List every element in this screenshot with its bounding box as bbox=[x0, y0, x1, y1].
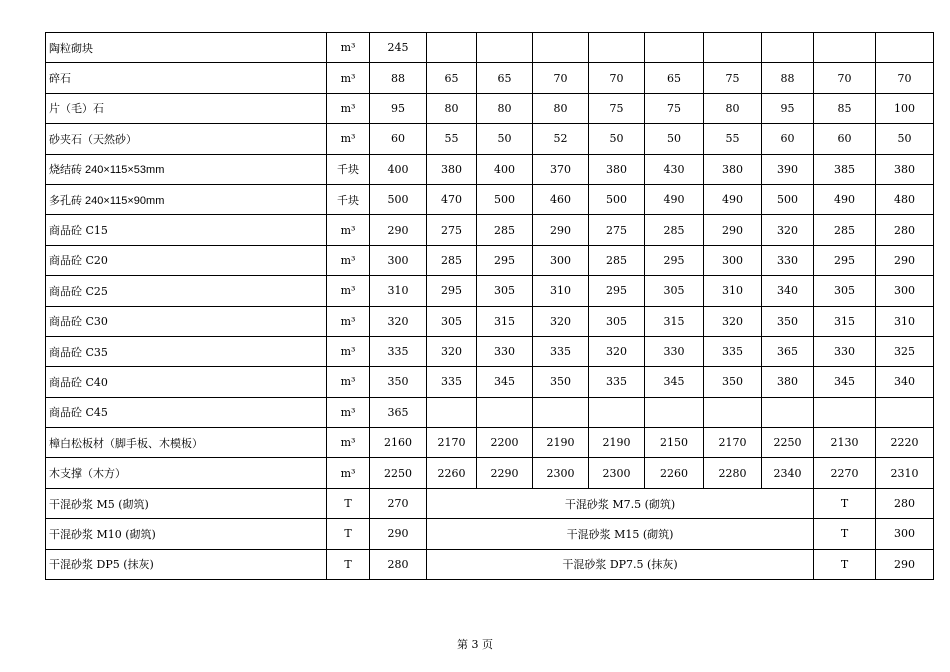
price-cell: 100 bbox=[876, 93, 934, 123]
price-cell: 2250 bbox=[762, 428, 814, 458]
unit-cell: T bbox=[327, 549, 370, 579]
price-cell: 85 bbox=[814, 93, 876, 123]
price-cell: 2290 bbox=[477, 458, 533, 488]
price-cell: 70 bbox=[589, 63, 645, 93]
price-cell: 50 bbox=[589, 124, 645, 154]
price-cell bbox=[427, 397, 477, 427]
price-cell: 65 bbox=[427, 63, 477, 93]
price-cell: 2220 bbox=[876, 428, 934, 458]
unit-cell: m³ bbox=[327, 306, 370, 336]
price-cell: 2170 bbox=[427, 428, 477, 458]
price-cell: 305 bbox=[427, 306, 477, 336]
price-cell: 365 bbox=[762, 336, 814, 366]
price-cell: 2160 bbox=[370, 428, 427, 458]
material-name-cell: 陶粒砌块 bbox=[46, 33, 327, 63]
unit-cell: T bbox=[327, 519, 370, 549]
price-cell: 2280 bbox=[704, 458, 762, 488]
material-name-cell: 樟白松板材（脚手板、木模板） bbox=[46, 428, 327, 458]
price-cell: 75 bbox=[589, 93, 645, 123]
price-cell: 310 bbox=[533, 276, 589, 306]
price-cell: 290 bbox=[370, 519, 427, 549]
price-cell bbox=[762, 397, 814, 427]
price-cell: 295 bbox=[814, 245, 876, 275]
price-cell: 330 bbox=[645, 336, 704, 366]
price-cell: 290 bbox=[370, 215, 427, 245]
table-row bbox=[46, 124, 934, 154]
price-cell: 60 bbox=[370, 124, 427, 154]
unit-cell: m³ bbox=[327, 428, 370, 458]
price-cell bbox=[533, 33, 589, 63]
table-body bbox=[46, 33, 934, 580]
price-cell: 330 bbox=[477, 336, 533, 366]
price-cell: 305 bbox=[814, 276, 876, 306]
unit-cell: m³ bbox=[327, 124, 370, 154]
price-cell: 285 bbox=[814, 215, 876, 245]
price-cell: 280 bbox=[876, 215, 934, 245]
price-cell: 320 bbox=[589, 336, 645, 366]
price-cell: 70 bbox=[814, 63, 876, 93]
price-cell: 2170 bbox=[704, 428, 762, 458]
price-cell: 75 bbox=[645, 93, 704, 123]
price-cell: 60 bbox=[814, 124, 876, 154]
material-name-cell: 木支撑（木方） bbox=[46, 458, 327, 488]
price-cell: 320 bbox=[370, 306, 427, 336]
table-row bbox=[46, 93, 934, 123]
price-cell: 470 bbox=[427, 184, 477, 214]
material-name-cell: 干混砂浆 M15 (砌筑) bbox=[427, 519, 814, 549]
price-cell: 2130 bbox=[814, 428, 876, 458]
price-cell: 295 bbox=[477, 245, 533, 275]
price-cell: 305 bbox=[477, 276, 533, 306]
table-row bbox=[46, 276, 934, 306]
price-cell: 305 bbox=[645, 276, 704, 306]
unit-cell: m³ bbox=[327, 458, 370, 488]
price-cell bbox=[876, 33, 934, 63]
price-cell: 365 bbox=[370, 397, 427, 427]
price-cell: 95 bbox=[762, 93, 814, 123]
price-cell: 80 bbox=[427, 93, 477, 123]
material-name-cell: 砂夹石（天然砂） bbox=[46, 124, 327, 154]
price-cell: 52 bbox=[533, 124, 589, 154]
price-cell: 2270 bbox=[814, 458, 876, 488]
unit-cell: m³ bbox=[327, 276, 370, 306]
price-cell: 300 bbox=[876, 519, 934, 549]
price-cell: 385 bbox=[814, 154, 876, 184]
unit-cell: 千块 bbox=[327, 184, 370, 214]
price-cell bbox=[704, 397, 762, 427]
price-cell: 275 bbox=[427, 215, 477, 245]
material-name-cell: 片（毛）石 bbox=[46, 93, 327, 123]
table-row bbox=[46, 458, 934, 488]
material-name-cell: 碎石 bbox=[46, 63, 327, 93]
material-name-cell: 干混砂浆 M7.5 (砌筑) bbox=[427, 488, 814, 518]
price-cell: 50 bbox=[645, 124, 704, 154]
price-cell: 290 bbox=[876, 245, 934, 275]
price-cell: 245 bbox=[370, 33, 427, 63]
price-cell: 295 bbox=[427, 276, 477, 306]
price-cell: 335 bbox=[589, 367, 645, 397]
price-cell: 2340 bbox=[762, 458, 814, 488]
price-cell: 380 bbox=[427, 154, 477, 184]
unit-cell: T bbox=[814, 519, 876, 549]
price-cell: 315 bbox=[814, 306, 876, 336]
price-cell: 315 bbox=[477, 306, 533, 336]
price-cell: 310 bbox=[876, 306, 934, 336]
price-cell bbox=[589, 33, 645, 63]
table-row bbox=[46, 519, 934, 549]
table-row bbox=[46, 549, 934, 579]
price-cell: 350 bbox=[370, 367, 427, 397]
table-row bbox=[46, 488, 934, 518]
price-cell bbox=[645, 33, 704, 63]
price-cell: 55 bbox=[704, 124, 762, 154]
price-cell: 320 bbox=[533, 306, 589, 336]
price-cell: 95 bbox=[370, 93, 427, 123]
price-cell: 345 bbox=[814, 367, 876, 397]
price-cell: 490 bbox=[814, 184, 876, 214]
unit-cell: m³ bbox=[327, 215, 370, 245]
material-name-cell: 商品砼 C40 bbox=[46, 367, 327, 397]
price-cell: 300 bbox=[876, 276, 934, 306]
material-name-cell: 商品砼 C30 bbox=[46, 306, 327, 336]
price-cell: 500 bbox=[370, 184, 427, 214]
price-cell: 345 bbox=[477, 367, 533, 397]
price-cell: 310 bbox=[704, 276, 762, 306]
price-cell: 280 bbox=[370, 549, 427, 579]
price-cell: 295 bbox=[645, 245, 704, 275]
price-cell: 380 bbox=[762, 367, 814, 397]
price-cell: 350 bbox=[704, 367, 762, 397]
price-cell bbox=[704, 33, 762, 63]
table-row bbox=[46, 306, 934, 336]
price-cell: 305 bbox=[589, 306, 645, 336]
price-cell: 340 bbox=[876, 367, 934, 397]
price-cell bbox=[427, 33, 477, 63]
price-cell: 88 bbox=[370, 63, 427, 93]
unit-cell: m³ bbox=[327, 93, 370, 123]
price-cell: 350 bbox=[533, 367, 589, 397]
price-cell: 2190 bbox=[533, 428, 589, 458]
price-cell: 325 bbox=[876, 336, 934, 366]
price-cell: 370 bbox=[533, 154, 589, 184]
unit-cell: T bbox=[814, 549, 876, 579]
material-name-cell: 商品砼 C35 bbox=[46, 336, 327, 366]
price-cell: 320 bbox=[704, 306, 762, 336]
price-cell: 430 bbox=[645, 154, 704, 184]
price-cell: 320 bbox=[762, 215, 814, 245]
price-cell: 335 bbox=[704, 336, 762, 366]
price-cell: 335 bbox=[370, 336, 427, 366]
material-name-cell: 商品砼 C25 bbox=[46, 276, 327, 306]
price-cell: 2190 bbox=[589, 428, 645, 458]
price-cell bbox=[814, 397, 876, 427]
price-cell: 60 bbox=[762, 124, 814, 154]
price-cell: 275 bbox=[589, 215, 645, 245]
unit-cell: m³ bbox=[327, 245, 370, 275]
page-number: 第 3 页 bbox=[457, 638, 493, 651]
unit-cell: m³ bbox=[327, 33, 370, 63]
price-cell: 65 bbox=[477, 63, 533, 93]
price-cell: 490 bbox=[645, 184, 704, 214]
price-cell: 315 bbox=[645, 306, 704, 336]
material-name-cell: 干混砂浆 DP5 (抹灰) bbox=[46, 549, 327, 579]
price-cell: 400 bbox=[370, 154, 427, 184]
material-name-cell: 干混砂浆 M5 (砌筑) bbox=[46, 488, 327, 518]
price-cell: 2300 bbox=[589, 458, 645, 488]
material-name-cell: 干混砂浆 M10 (砌筑) bbox=[46, 519, 327, 549]
price-cell bbox=[762, 33, 814, 63]
unit-cell: 千块 bbox=[327, 154, 370, 184]
price-cell: 50 bbox=[477, 124, 533, 154]
unit-cell: m³ bbox=[327, 336, 370, 366]
price-cell bbox=[814, 33, 876, 63]
price-cell: 285 bbox=[477, 215, 533, 245]
price-cell: 75 bbox=[704, 63, 762, 93]
material-name-cell: 商品砼 C45 bbox=[46, 397, 327, 427]
table-row bbox=[46, 154, 934, 184]
price-cell: 380 bbox=[589, 154, 645, 184]
price-cell: 50 bbox=[876, 124, 934, 154]
price-cell: 280 bbox=[876, 488, 934, 518]
price-cell: 290 bbox=[533, 215, 589, 245]
price-cell: 80 bbox=[477, 93, 533, 123]
price-cell bbox=[533, 397, 589, 427]
price-cell: 65 bbox=[645, 63, 704, 93]
price-cell: 300 bbox=[370, 245, 427, 275]
price-cell: 80 bbox=[704, 93, 762, 123]
price-cell: 295 bbox=[589, 276, 645, 306]
price-cell bbox=[477, 33, 533, 63]
unit-cell: m³ bbox=[327, 397, 370, 427]
price-cell: 500 bbox=[589, 184, 645, 214]
price-cell: 350 bbox=[762, 306, 814, 336]
material-price-table bbox=[45, 32, 934, 580]
price-cell: 300 bbox=[704, 245, 762, 275]
price-cell: 335 bbox=[533, 336, 589, 366]
price-cell: 2150 bbox=[645, 428, 704, 458]
price-cell bbox=[645, 397, 704, 427]
price-cell: 88 bbox=[762, 63, 814, 93]
price-cell: 380 bbox=[876, 154, 934, 184]
material-name-cell: 干混砂浆 DP7.5 (抹灰) bbox=[427, 549, 814, 579]
price-cell: 290 bbox=[876, 549, 934, 579]
price-cell: 290 bbox=[704, 215, 762, 245]
price-cell: 400 bbox=[477, 154, 533, 184]
price-cell: 55 bbox=[427, 124, 477, 154]
price-cell: 330 bbox=[762, 245, 814, 275]
table-row bbox=[46, 336, 934, 366]
price-cell: 490 bbox=[704, 184, 762, 214]
price-cell: 380 bbox=[704, 154, 762, 184]
table-row bbox=[46, 33, 934, 63]
price-cell bbox=[589, 397, 645, 427]
price-cell: 2300 bbox=[533, 458, 589, 488]
price-cell: 345 bbox=[645, 367, 704, 397]
price-cell: 330 bbox=[814, 336, 876, 366]
price-cell: 285 bbox=[645, 215, 704, 245]
unit-cell: T bbox=[814, 488, 876, 518]
price-cell: 335 bbox=[427, 367, 477, 397]
unit-cell: m³ bbox=[327, 367, 370, 397]
price-cell: 500 bbox=[762, 184, 814, 214]
material-name-cell: 商品砼 C20 bbox=[46, 245, 327, 275]
table-row bbox=[46, 184, 934, 214]
table-row bbox=[46, 397, 934, 427]
price-cell bbox=[876, 397, 934, 427]
price-cell: 480 bbox=[876, 184, 934, 214]
price-cell: 70 bbox=[876, 63, 934, 93]
table-row bbox=[46, 367, 934, 397]
table-row bbox=[46, 428, 934, 458]
price-cell: 80 bbox=[533, 93, 589, 123]
price-cell: 460 bbox=[533, 184, 589, 214]
price-cell: 2260 bbox=[645, 458, 704, 488]
material-name-cell: 商品砼 C15 bbox=[46, 215, 327, 245]
price-cell: 285 bbox=[589, 245, 645, 275]
price-cell: 2260 bbox=[427, 458, 477, 488]
price-cell: 2250 bbox=[370, 458, 427, 488]
material-name-cell: 烧结砖 240×115×53mm bbox=[46, 154, 327, 184]
material-name-cell: 多孔砖 240×115×90mm bbox=[46, 184, 327, 214]
table-row bbox=[46, 63, 934, 93]
price-cell: 270 bbox=[370, 488, 427, 518]
price-cell: 500 bbox=[477, 184, 533, 214]
unit-cell: m³ bbox=[327, 63, 370, 93]
price-cell: 285 bbox=[427, 245, 477, 275]
price-cell bbox=[477, 397, 533, 427]
unit-cell: T bbox=[327, 488, 370, 518]
price-cell: 340 bbox=[762, 276, 814, 306]
table-row bbox=[46, 215, 934, 245]
table-row bbox=[46, 245, 934, 275]
price-cell: 2200 bbox=[477, 428, 533, 458]
price-cell: 310 bbox=[370, 276, 427, 306]
price-cell: 300 bbox=[533, 245, 589, 275]
price-cell: 70 bbox=[533, 63, 589, 93]
price-cell: 390 bbox=[762, 154, 814, 184]
price-cell: 2310 bbox=[876, 458, 934, 488]
price-cell: 320 bbox=[427, 336, 477, 366]
